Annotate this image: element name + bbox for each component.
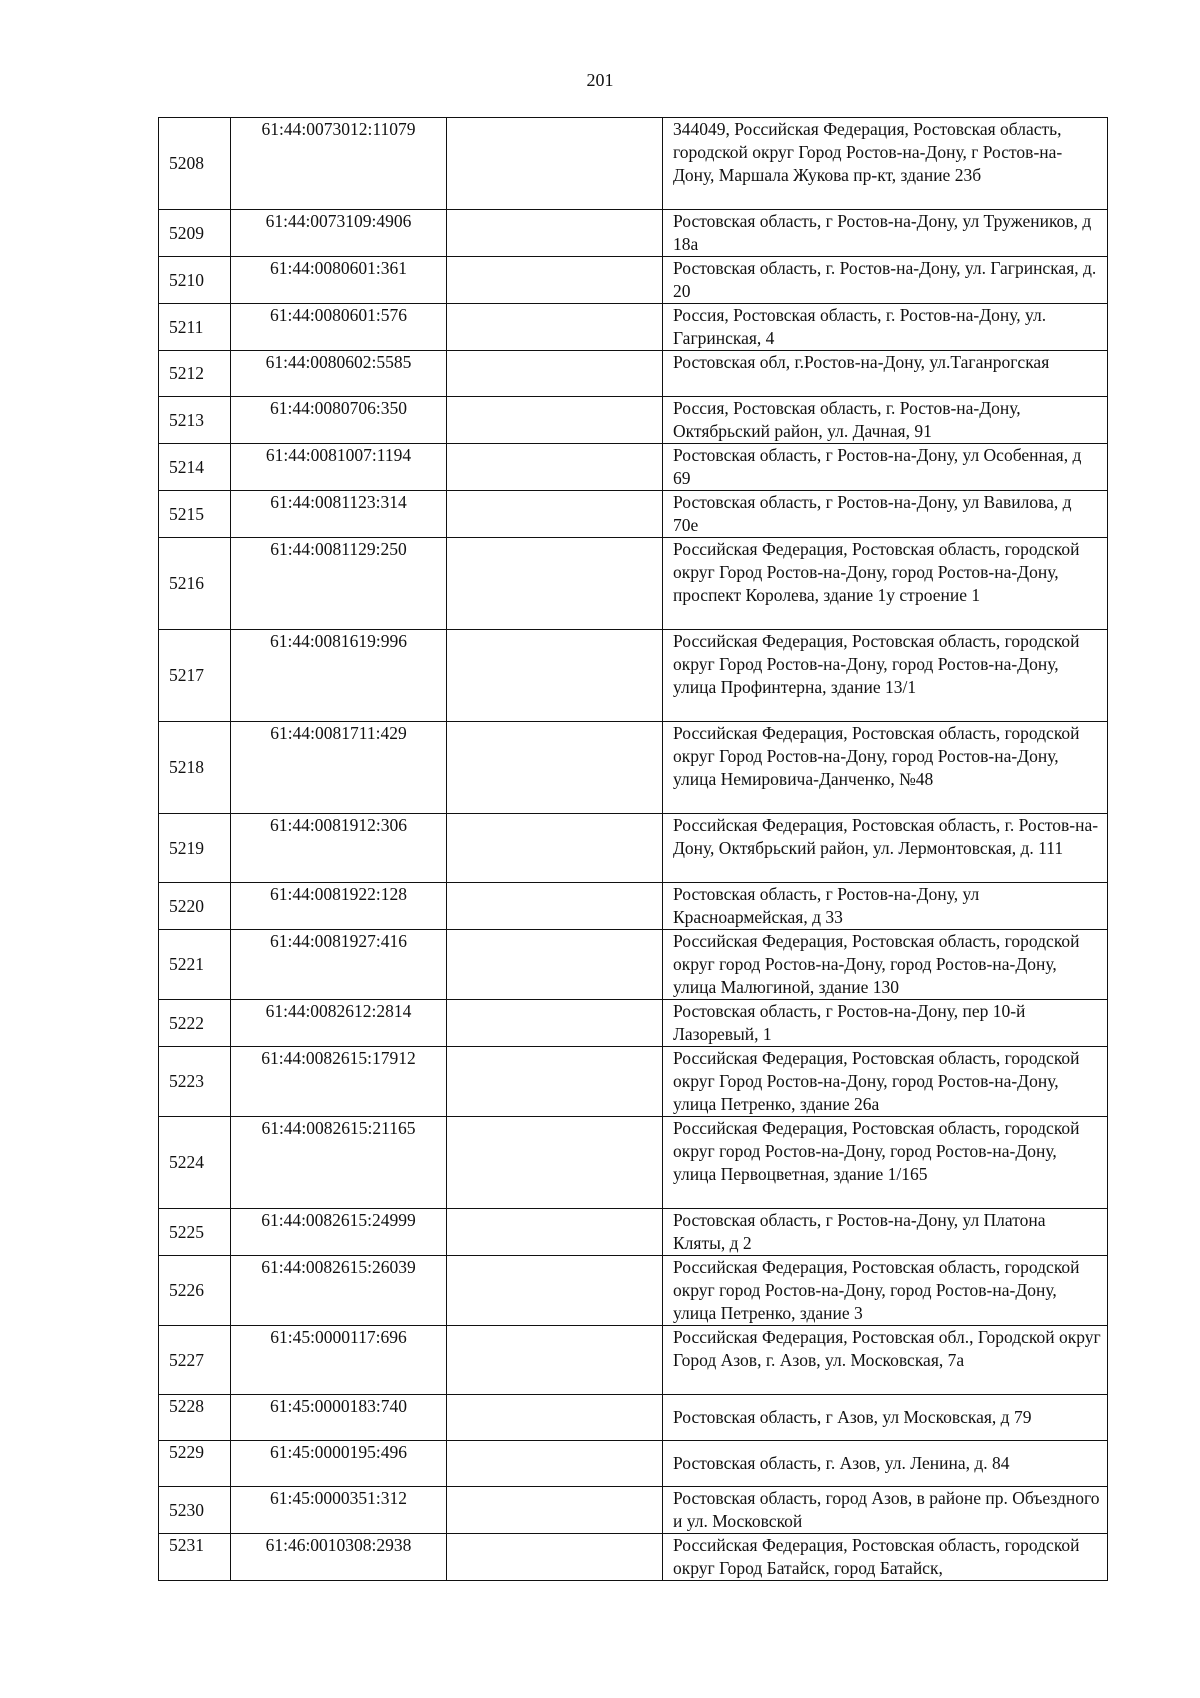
cadastral-number: 61:44:0081619:996 <box>231 630 447 722</box>
table-row <box>159 257 1108 304</box>
row-number: 5221 <box>159 930 231 1000</box>
empty-cell <box>447 210 663 257</box>
empty-cell <box>447 1117 663 1209</box>
empty-cell <box>447 1534 663 1581</box>
table-row <box>159 304 1108 351</box>
table-row <box>159 722 1108 814</box>
cadastral-number: 61:45:0000351:312 <box>231 1487 447 1534</box>
table-row <box>159 1534 1108 1581</box>
empty-cell <box>447 1209 663 1256</box>
table-row <box>159 538 1108 630</box>
row-number: 5228 <box>159 1395 231 1441</box>
cadastral-number: 61:44:0082615:26039 <box>231 1256 447 1326</box>
address: Ростовская область, г Ростов-на-Дону, ул Красноармейская, д 33 <box>663 883 1108 930</box>
row-number: 5225 <box>159 1209 231 1256</box>
row-number: 5208 <box>159 118 231 210</box>
table-row <box>159 444 1108 491</box>
empty-cell <box>447 630 663 722</box>
table-row <box>159 210 1108 257</box>
cadastral-number: 61:44:0081927:416 <box>231 930 447 1000</box>
table-row <box>159 883 1108 930</box>
row-number: 5217 <box>159 630 231 722</box>
row-number: 5211 <box>159 304 231 351</box>
empty-cell <box>447 1326 663 1395</box>
empty-cell <box>447 1256 663 1326</box>
address: Ростовская область, г Ростов-на-Дону, ул Вавилова, д 70е <box>663 491 1108 538</box>
page-number: 201 <box>586 70 614 90</box>
empty-cell <box>447 722 663 814</box>
row-number: 5227 <box>159 1326 231 1395</box>
cadastral-number: 61:44:0082615:17912 <box>231 1047 447 1117</box>
cadastral-number: 61:44:0082615:24999 <box>231 1209 447 1256</box>
address: Ростовская область, город Азов, в районе пр. Объездного и ул. Московской <box>663 1487 1108 1534</box>
cadastral-number: 61:44:0080601:576 <box>231 304 447 351</box>
cadastral-number: 61:44:0080706:350 <box>231 397 447 444</box>
address: Ростовская область, г Ростов-на-Дону, ул Тружеников, д 18а <box>663 210 1108 257</box>
cadastral-number: 61:44:0081007:1194 <box>231 444 447 491</box>
address: Ростовская область, г. Азов, ул. Ленина, д. 84 <box>663 1441 1108 1487</box>
empty-cell <box>447 814 663 883</box>
address: Ростовская область, г Ростов-на-Дону, ул Особенная, д 69 <box>663 444 1108 491</box>
table-row <box>159 1487 1108 1534</box>
row-number: 5214 <box>159 444 231 491</box>
cadastral-number: 61:44:0081711:429 <box>231 722 447 814</box>
row-number: 5216 <box>159 538 231 630</box>
row-number: 5229 <box>159 1441 231 1487</box>
cadastral-number: 61:44:0081922:128 <box>231 883 447 930</box>
row-number: 5210 <box>159 257 231 304</box>
table-row <box>159 491 1108 538</box>
address: Российская Федерация, Ростовская область, г. Ростов-на-Дону, Октябрьский район, ул. Лермонтовская, д. 111 <box>663 814 1108 883</box>
table-row <box>159 814 1108 883</box>
address: Российская Федерация, Ростовская область, городской округ Город Ростов-на-Дону, город Ростов-на-Дону, проспект Королева, здание 1у строение 1 <box>663 538 1108 630</box>
table-row <box>159 1441 1108 1487</box>
cadastral-number: 61:45:0000183:740 <box>231 1395 447 1441</box>
table-row <box>159 1000 1108 1047</box>
cadastral-number: 61:44:0082612:2814 <box>231 1000 447 1047</box>
cadastral-number: 61:44:0073109:4906 <box>231 210 447 257</box>
row-number: 5222 <box>159 1000 231 1047</box>
table-row <box>159 351 1108 397</box>
empty-cell <box>447 930 663 1000</box>
cadastral-number: 61:44:0081123:314 <box>231 491 447 538</box>
registry-table <box>158 117 1108 1581</box>
address: Российская Федерация, Ростовская область, городской округ Город Батайск, город Батайск, <box>663 1534 1108 1581</box>
row-number: 5224 <box>159 1117 231 1209</box>
address: Российская Федерация, Ростовская область, городской округ Город Ростов-на-Дону, город Ростов-на-Дону, улица Профинтерна, здание 13/1 <box>663 630 1108 722</box>
table-row <box>159 1117 1108 1209</box>
row-number: 5213 <box>159 397 231 444</box>
table-row <box>159 1395 1108 1441</box>
address: Ростовская область, г. Ростов-на-Дону, ул. Гагринская, д. 20 <box>663 257 1108 304</box>
address: Российская Федерация, Ростовская область, городской округ Город Ростов-на-Дону, город Ростов-на-Дону, улица Петренко, здание 26а <box>663 1047 1108 1117</box>
empty-cell <box>447 883 663 930</box>
row-number: 5230 <box>159 1487 231 1534</box>
address: Россия, Ростовская область, г. Ростов-на-Дону, ул. Гагринская, 4 <box>663 304 1108 351</box>
address: Российская Федерация, Ростовская область, городской округ город Ростов-на-Дону, город Ростов-на-Дону, улица Малюгиной, здание 130 <box>663 930 1108 1000</box>
cadastral-number: 61:44:0081129:250 <box>231 538 447 630</box>
cadastral-number: 61:44:0073012:11079 <box>231 118 447 210</box>
address: 344049, Российская Федерация, Ростовская область, городской округ Город Ростов-на-Дону, г Ростов-на-Дону, Маршала Жукова пр-кт, здание 23б <box>663 118 1108 210</box>
address: Российская Федерация, Ростовская область, городской округ город Ростов-на-Дону, город Ростов-на-Дону, улица Петренко, здание 3 <box>663 1256 1108 1326</box>
cadastral-number: 61:44:0082615:21165 <box>231 1117 447 1209</box>
empty-cell <box>447 1441 663 1487</box>
cadastral-number: 61:44:0081912:306 <box>231 814 447 883</box>
table-row <box>159 1209 1108 1256</box>
row-number: 5215 <box>159 491 231 538</box>
row-number: 5219 <box>159 814 231 883</box>
table-row <box>159 397 1108 444</box>
table-row <box>159 118 1108 210</box>
table-row <box>159 630 1108 722</box>
table-row <box>159 1256 1108 1326</box>
row-number: 5231 <box>159 1534 231 1581</box>
empty-cell <box>447 538 663 630</box>
row-number: 5218 <box>159 722 231 814</box>
empty-cell <box>447 444 663 491</box>
empty-cell <box>447 257 663 304</box>
empty-cell <box>447 491 663 538</box>
row-number: 5226 <box>159 1256 231 1326</box>
empty-cell <box>447 397 663 444</box>
cadastral-number: 61:46:0010308:2938 <box>231 1534 447 1581</box>
address: Ростовская область, г Ростов-на-Дону, ул Платона Кляты, д 2 <box>663 1209 1108 1256</box>
cadastral-number: 61:44:0080602:5585 <box>231 351 447 397</box>
row-number: 5223 <box>159 1047 231 1117</box>
cadastral-number: 61:44:0080601:361 <box>231 257 447 304</box>
row-number: 5212 <box>159 351 231 397</box>
empty-cell <box>447 304 663 351</box>
address: Российская Федерация, Ростовская область, городской округ город Ростов-на-Дону, город Ростов-на-Дону, улица Первоцветная, здание 1/165 <box>663 1117 1108 1209</box>
empty-cell <box>447 351 663 397</box>
address: Ростовская область, г Ростов-на-Дону, пер 10-й Лазоревый, 1 <box>663 1000 1108 1047</box>
empty-cell <box>447 1395 663 1441</box>
registry-table-body <box>159 118 1108 1581</box>
table-row <box>159 1326 1108 1395</box>
table-row <box>159 1047 1108 1117</box>
address: Россия, Ростовская область, г. Ростов-на-Дону, Октябрьский район, ул. Дачная, 91 <box>663 397 1108 444</box>
table-row <box>159 930 1108 1000</box>
address: Российская Федерация, Ростовская обл., Городской округ Город Азов, г. Азов, ул. Московская, 7а <box>663 1326 1108 1395</box>
address: Российская Федерация, Ростовская область, городской округ Город Ростов-на-Дону, город Ростов-на-Дону, улица Немировича-Данченко, №48 <box>663 722 1108 814</box>
empty-cell <box>447 118 663 210</box>
empty-cell <box>447 1487 663 1534</box>
cadastral-number: 61:45:0000117:696 <box>231 1326 447 1395</box>
empty-cell <box>447 1047 663 1117</box>
row-number: 5209 <box>159 210 231 257</box>
address: Ростовская область, г Азов, ул Московская, д 79 <box>663 1395 1108 1441</box>
row-number: 5220 <box>159 883 231 930</box>
address: Ростовская обл, г.Ростов-на-Дону, ул.Таганрогская <box>663 351 1108 397</box>
empty-cell <box>447 1000 663 1047</box>
cadastral-number: 61:45:0000195:496 <box>231 1441 447 1487</box>
